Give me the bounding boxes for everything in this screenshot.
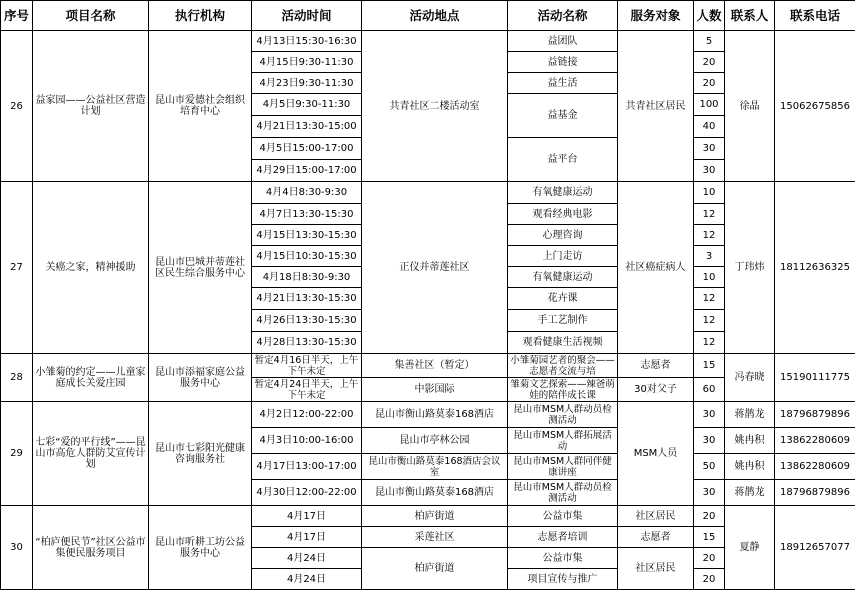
- count-cell: 20: [694, 548, 725, 569]
- org-cell: 昆山市巴城并蒂莲社区民生综合服务中心: [149, 182, 252, 354]
- time-cell: 4月21日13:30-15:30: [252, 288, 362, 310]
- time-cell: 4月18日8:30-9:30: [252, 267, 362, 288]
- contact-cell: 蒋鹊龙: [725, 402, 775, 428]
- place-cell: 昆山市衡山路莫泰168酒店: [362, 402, 508, 428]
- activity-text: 昆山市MSM人群拓展活动: [513, 429, 612, 452]
- header-row: [1, 1, 855, 31]
- seq-cell: 26: [1, 31, 33, 182]
- project-cell: 小雏菊的约定——儿童家庭成长关爱庄园: [33, 354, 149, 402]
- activity-cell: 手工艺制作: [508, 310, 618, 332]
- count-cell: 50: [694, 454, 725, 480]
- activity-cell: 公益市集: [508, 548, 618, 569]
- place-cell: 昆山市衡山路莫泰168酒店会议室: [362, 454, 508, 480]
- time-cell: 4月21日13:30-15:00: [252, 116, 362, 138]
- activity-cell: 有氧健康运动: [508, 182, 618, 204]
- target-cell: 社区居民: [618, 548, 694, 590]
- count-cell: 12: [694, 288, 725, 310]
- seq-cell: 28: [1, 354, 33, 402]
- count-cell: 30: [694, 138, 725, 160]
- table-row: [1, 506, 855, 527]
- project-cell: 七彩“爱的平行线”——昆山市高危人群防艾宣传计划: [33, 402, 149, 506]
- contact-cell: 姚冉积: [725, 454, 775, 480]
- time-cell: 4月15日10:30-15:30: [252, 246, 362, 267]
- header-activity: 活动名称: [508, 1, 618, 31]
- activity-cell: [508, 454, 618, 480]
- activity-text: 昆山市MSM人群同伴健康讲座: [513, 455, 612, 478]
- target-cell: 社区居民: [618, 506, 694, 527]
- seq-cell: 30: [1, 506, 33, 590]
- header-seq: 序号: [1, 1, 33, 31]
- time-cell: 4月7日13:30-15:30: [252, 204, 362, 225]
- activity-cell: [508, 378, 618, 402]
- time-cell: 4月28日13:30-15:30: [252, 332, 362, 354]
- target-cell: 共青社区居民: [618, 31, 694, 182]
- table-row: [1, 354, 855, 378]
- org-cell: 昆山市听耕工坊公益服务中心: [149, 506, 252, 590]
- time-cell: 4月17日13:00-17:00: [252, 454, 362, 480]
- place-cell: 集善社区（暂定）: [362, 354, 508, 378]
- activity-cell: 心理咨询: [508, 225, 618, 246]
- project-cell: “柏庐便民节”社区公益市集便民服务项目: [33, 506, 149, 590]
- time-cell: 4月24日: [252, 569, 362, 590]
- count-cell: 12: [694, 204, 725, 225]
- target-cell: 社区癌症病人: [618, 182, 694, 354]
- org-cell: 昆山市添福家庭公益服务中心: [149, 354, 252, 402]
- time-cell: 4月23日9:30-11:30: [252, 73, 362, 94]
- header-contact: 联系人: [725, 1, 775, 31]
- count-cell: 10: [694, 182, 725, 204]
- header-project: 项目名称: [33, 1, 149, 31]
- target-cell: 志愿者: [618, 527, 694, 548]
- time-cell: 4月29日15:00-17:00: [252, 160, 362, 182]
- time-cell: 4月26日13:30-15:30: [252, 310, 362, 332]
- time-cell: 4月5日15:00-17:00: [252, 138, 362, 160]
- activity-text: 雏菊文艺探索——辣爸萌娃的陪伴成长课: [510, 378, 615, 401]
- table-row: [1, 402, 855, 428]
- count-cell: 40: [694, 116, 725, 138]
- contact-cell: 丁玮炜: [725, 182, 775, 354]
- project-cell: 益家园——公益社区营造计划: [33, 31, 149, 182]
- org-cell: 昆山市七彩阳光健康咨询服务社: [149, 402, 252, 506]
- phone-cell: 18796879896: [775, 480, 855, 506]
- table-row: [1, 182, 855, 204]
- place-cell: 柏庐街道: [362, 506, 508, 527]
- activity-cell: [508, 354, 618, 378]
- activity-cell: 益链接: [508, 52, 618, 73]
- activity-text: 昆山市MSM人群动员检测活动: [513, 403, 612, 426]
- header-org: 执行机构: [149, 1, 252, 31]
- activity-cell: 志愿者培训: [508, 527, 618, 548]
- count-cell: 3: [694, 246, 725, 267]
- project-cell: 关癌之家，精神援助: [33, 182, 149, 354]
- time-cell: 4月15日13:30-15:30: [252, 225, 362, 246]
- activity-cell: 观看经典电影: [508, 204, 618, 225]
- contact-cell: 夏静: [725, 506, 775, 590]
- time-cell: 4月24日: [252, 548, 362, 569]
- time-cell: 4月13日15:30-16:30: [252, 31, 362, 52]
- phone-cell: 15062675856: [775, 31, 855, 182]
- place-cell: 采莲社区: [362, 527, 508, 548]
- count-cell: 60: [694, 378, 725, 402]
- seq-cell: 29: [1, 402, 33, 506]
- target-cell: 志愿者: [618, 354, 694, 378]
- time-cell: 4月15日9:30-11:30: [252, 52, 362, 73]
- header-time: 活动时间: [252, 1, 362, 31]
- contact-cell: 徐晶: [725, 31, 775, 182]
- activity-cell: 观看健康生活视频: [508, 332, 618, 354]
- phone-cell: 18112636325: [775, 182, 855, 354]
- place-cell: 正仪并蒂莲社区: [362, 182, 508, 354]
- place-cell: 柏庐街道: [362, 548, 508, 590]
- count-cell: 20: [694, 506, 725, 527]
- phone-cell: 13862280609: [775, 428, 855, 454]
- time-cell: 4月17日: [252, 506, 362, 527]
- table-row: [1, 31, 855, 52]
- count-cell: 10: [694, 267, 725, 288]
- count-cell: 30: [694, 402, 725, 428]
- contact-cell: 姚冉积: [725, 428, 775, 454]
- phone-cell: 15190111775: [775, 354, 855, 402]
- count-cell: 100: [694, 94, 725, 116]
- count-cell: 15: [694, 354, 725, 378]
- header-place: 活动地点: [362, 1, 508, 31]
- header-count: 人数: [694, 1, 725, 31]
- count-cell: 5: [694, 31, 725, 52]
- target-cell: 30对父子: [618, 378, 694, 402]
- activity-cell: 花卉课: [508, 288, 618, 310]
- phone-cell: 18796879896: [775, 402, 855, 428]
- count-cell: 30: [694, 480, 725, 506]
- activity-cell: 益生活: [508, 73, 618, 94]
- activity-cell: 公益市集: [508, 506, 618, 527]
- count-cell: 30: [694, 428, 725, 454]
- activity-text: 小雏菊园艺者的聚会——志愿者交流与培: [510, 354, 615, 377]
- time-cell: 4月30日12:00-22:00: [252, 480, 362, 506]
- place-cell: 昆山市亭林公园: [362, 428, 508, 454]
- org-cell: 昆山市爱德社会组织培育中心: [149, 31, 252, 182]
- time-cell: 4月4日8:30-9:30: [252, 182, 362, 204]
- time-cell: 暂定4月24日半天，上午下午未定: [252, 378, 362, 402]
- count-cell: 12: [694, 310, 725, 332]
- header-phone: 联系电话: [775, 1, 855, 31]
- activity-cell: [508, 428, 618, 454]
- activity-text: 昆山市MSM人群动员检测活动: [513, 481, 612, 504]
- count-cell: 20: [694, 52, 725, 73]
- time-cell: 4月2日12:00-22:00: [252, 402, 362, 428]
- seq-cell: 27: [1, 182, 33, 354]
- count-cell: 12: [694, 332, 725, 354]
- count-cell: 30: [694, 160, 725, 182]
- count-cell: 12: [694, 225, 725, 246]
- contact-cell: 冯春晓: [725, 354, 775, 402]
- activity-cell: [508, 480, 618, 506]
- place-cell: 共青社区二楼活动室: [362, 31, 508, 182]
- time-cell: 4月3日10:00-16:00: [252, 428, 362, 454]
- contact-cell: 蒋鹊龙: [725, 480, 775, 506]
- activity-cell: 益平台: [508, 138, 618, 182]
- activity-cell: 上门走访: [508, 246, 618, 267]
- activity-cell: 有氧健康运动: [508, 267, 618, 288]
- time-cell: 4月17日: [252, 527, 362, 548]
- activity-cell: 益基金: [508, 94, 618, 138]
- activity-cell: 益团队: [508, 31, 618, 52]
- time-cell: 4月5日9:30-11:30: [252, 94, 362, 116]
- time-cell: 暂定4月16日半天，上午下午未定: [252, 354, 362, 378]
- phone-cell: 13862280609: [775, 454, 855, 480]
- count-cell: 15: [694, 527, 725, 548]
- count-cell: 20: [694, 73, 725, 94]
- activity-cell: 项目宣传与推广: [508, 569, 618, 590]
- header-target: 服务对象: [618, 1, 694, 31]
- place-cell: 中影国际: [362, 378, 508, 402]
- count-cell: 20: [694, 569, 725, 590]
- activity-cell: [508, 402, 618, 428]
- phone-cell: 18912657077: [775, 506, 855, 590]
- target-cell: MSM人员: [618, 402, 694, 506]
- place-cell: 昆山市衡山路莫泰168酒店: [362, 480, 508, 506]
